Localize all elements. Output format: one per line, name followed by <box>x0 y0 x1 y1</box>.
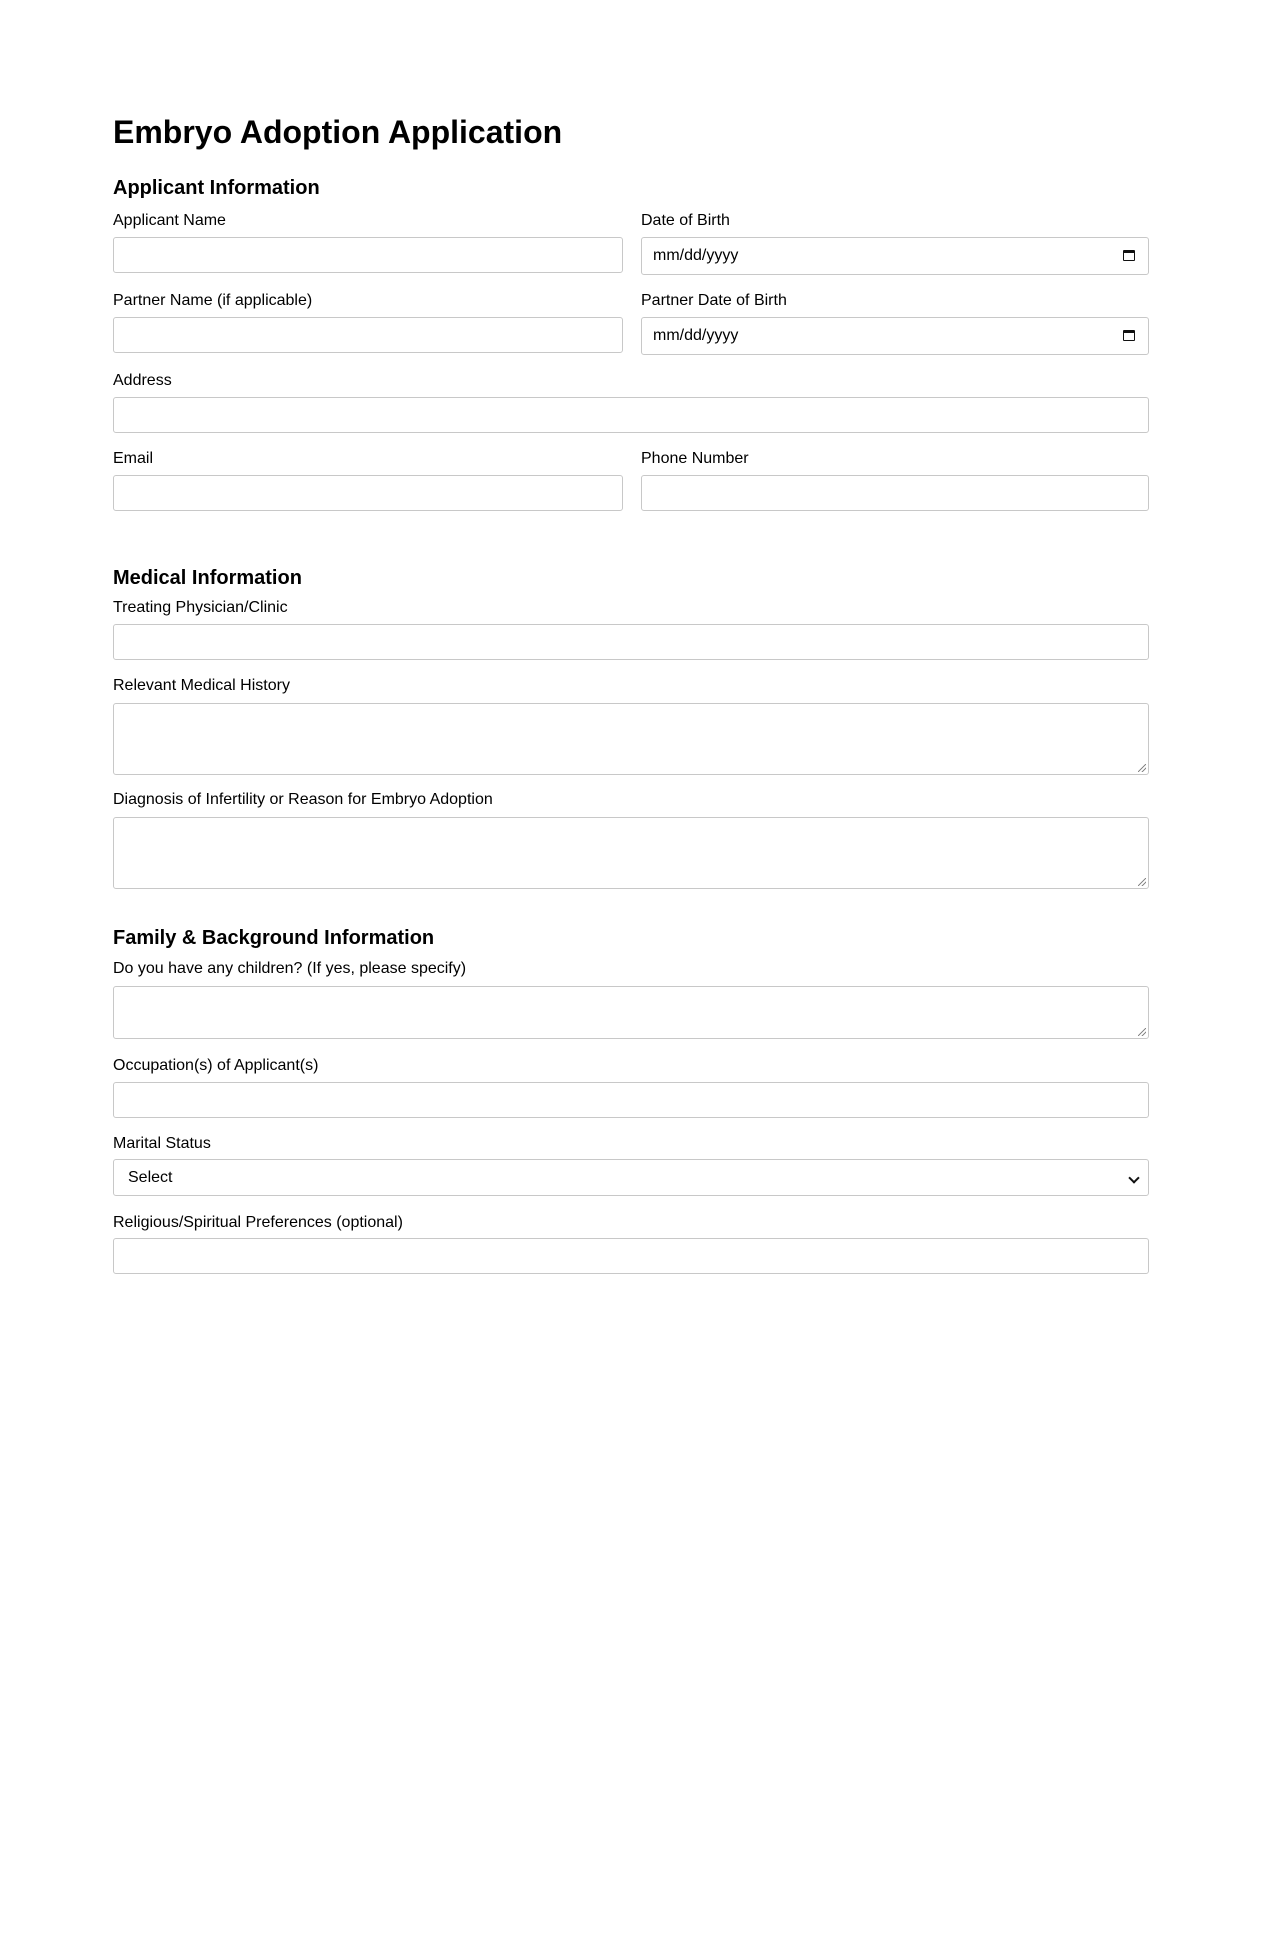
calendar-icon[interactable] <box>1123 330 1135 341</box>
section-heading-family: Family & Background Information <box>113 927 435 949</box>
occupation-label: Occupation(s) of Applicant(s) <box>113 1057 319 1074</box>
resize-handle-icon[interactable] <box>1138 1028 1146 1036</box>
dob-label: Date of Birth <box>641 212 730 229</box>
applicant-name-input[interactable] <box>113 237 623 273</box>
religion-input[interactable] <box>113 1238 1149 1274</box>
physician-input[interactable] <box>113 624 1149 660</box>
email-input[interactable] <box>113 475 623 511</box>
section-heading-medical: Medical Information <box>113 567 302 589</box>
partner-dob-label: Partner Date of Birth <box>641 292 787 309</box>
resize-handle-icon[interactable] <box>1138 878 1146 886</box>
occupation-input[interactable] <box>113 1082 1149 1118</box>
medical-history-textarea[interactable] <box>113 703 1149 775</box>
phone-label: Phone Number <box>641 450 749 467</box>
calendar-icon[interactable] <box>1123 250 1135 261</box>
medical-history-label: Relevant Medical History <box>113 677 290 694</box>
marital-status-select[interactable] <box>113 1159 1149 1196</box>
phone-input[interactable] <box>641 475 1149 511</box>
dob-placeholder: mm/dd/yyyy <box>653 247 739 264</box>
dob-input[interactable] <box>641 237 1149 275</box>
partner-name-input[interactable] <box>113 317 623 353</box>
children-textarea[interactable] <box>113 986 1149 1039</box>
page-title: Embryo Adoption Application <box>113 114 563 150</box>
section-heading-applicant: Applicant Information <box>113 177 320 199</box>
diagnosis-label: Diagnosis of Infertility or Reason for Embryo Adoption <box>113 791 493 808</box>
address-input[interactable] <box>113 397 1149 433</box>
physician-label: Treating Physician/Clinic <box>113 599 288 616</box>
email-label: Email <box>113 450 154 467</box>
marital-status-label: Marital Status <box>113 1135 211 1152</box>
partner-dob-input[interactable] <box>641 317 1149 355</box>
resize-handle-icon[interactable] <box>1138 764 1146 772</box>
applicant-name-label: Applicant Name <box>113 212 226 229</box>
chevron-down-icon[interactable] <box>1128 1172 1139 1183</box>
partner-dob-placeholder: mm/dd/yyyy <box>653 327 739 344</box>
address-label: Address <box>113 372 172 389</box>
diagnosis-textarea[interactable] <box>113 817 1149 889</box>
religion-label: Religious/Spiritual Preferences (optional) <box>113 1214 403 1231</box>
partner-name-label: Partner Name (if applicable) <box>113 292 313 309</box>
marital-status-value: Select <box>128 1169 173 1186</box>
children-label: Do you have any children? (If yes, please specify) <box>113 960 467 977</box>
